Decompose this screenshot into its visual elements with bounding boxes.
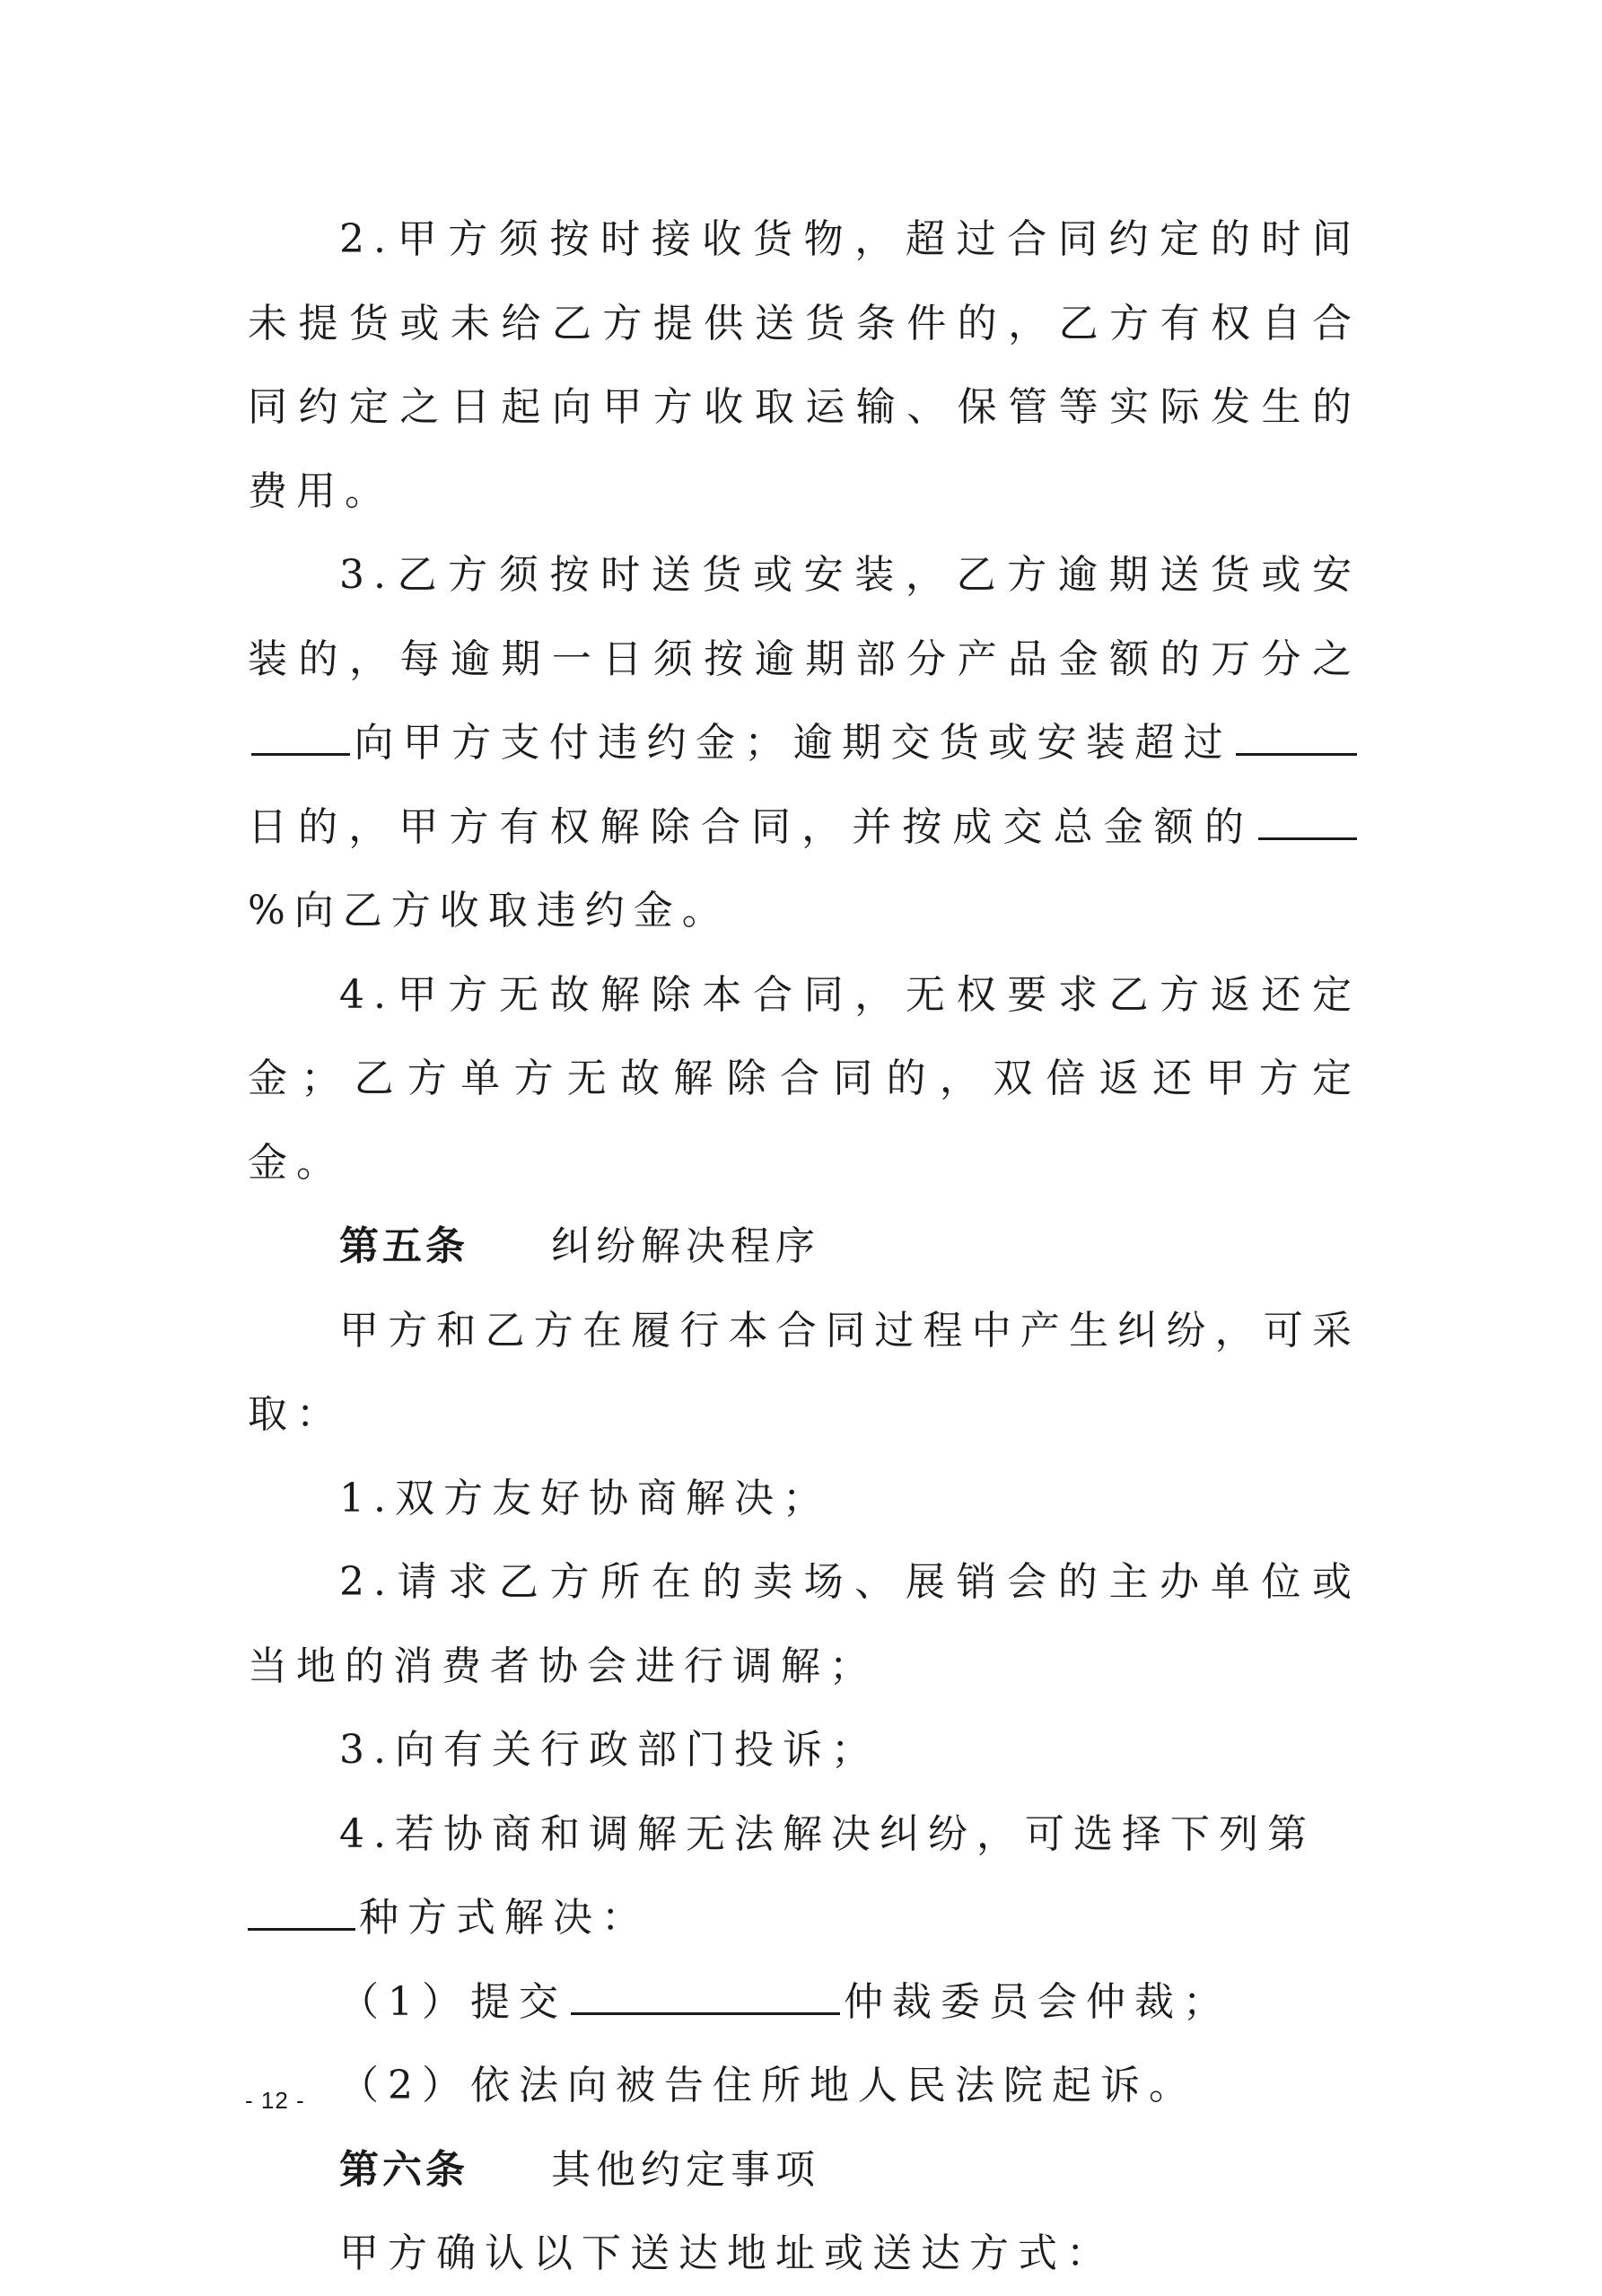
paragraph-dispute-option-2: 2.请求乙方所在的卖场、展销会的主办单位或当地的消费者协会进行调解； — [248, 1559, 1361, 1689]
document-body — [248, 197, 1361, 2296]
paragraph-arbitration — [248, 1960, 1361, 2045]
page-number: - 12 - — [245, 2087, 305, 2114]
article-5-label: 第五条 — [339, 1223, 468, 1269]
clause-3-text-2: 向甲方支付违约金；逾期交货或安装超过 — [354, 720, 1232, 766]
paragraph-litigation: （2）依法向被告住所地人民法院起诉。 — [339, 2063, 1197, 2108]
article-6-heading — [248, 2128, 1361, 2213]
dispute-option-4-text: 种方式解决： — [359, 1895, 650, 1941]
paragraph-dispute-option-4-cont — [248, 1876, 1361, 1960]
article-5-heading — [248, 1205, 1361, 1289]
arbitration-text-2: 仲裁委员会仲裁； — [844, 1978, 1231, 2025]
paragraph-dispute-option-3: 3.向有关行政部门投诉； — [339, 1727, 880, 1773]
paragraph-dispute-intro: 甲方和乙方在履行本合同过程中产生纠纷，可采取： — [248, 1307, 1361, 1437]
paragraph-service-address: 甲方确认以下送达地址或送达方式： — [339, 2230, 1115, 2276]
paragraph-dispute-option-4: 4.若协商和调解无法解决纠纷，可选择下列第 — [339, 1810, 1316, 1857]
article-6-label: 第六条 — [339, 2146, 468, 2193]
article-5-title: 纠纷解决程序 — [551, 1223, 820, 1269]
clause-3-text-1: 3.乙方须按时送货或安装，乙方逾期送货或安装的，每逾期一日须按逾期部分产品金额的万分之 — [248, 552, 1361, 682]
paragraph-clause-2: 2.甲方须按时接收货物，超过合同约定的时间未提货或未给乙方提供送货条件的，乙方有权自合同约定之日起向甲方收取运输、保管等实际发生的费用。 — [248, 216, 1361, 514]
blank-fill-days[interactable] — [1236, 723, 1357, 756]
blank-fill-method[interactable] — [248, 1897, 355, 1931]
paragraph-clause-3 — [248, 533, 1361, 953]
paragraph-clause-4: 4.甲方无故解除本合同，无权要求乙方返还定金；乙方单方无故解除合同的，双倍返还甲方定金。 — [248, 971, 1361, 1186]
blank-fill-ratio[interactable] — [251, 723, 350, 756]
clause-3-text-4: %向乙方收取违约金。 — [248, 888, 731, 933]
article-6-title: 其他约定事项 — [551, 2146, 820, 2193]
arbitration-text-1: （1）提交 — [339, 1978, 567, 2025]
paragraph-dispute-option-1: 1.双方友好协商解决； — [339, 1475, 831, 1521]
blank-fill-arbitration-committee[interactable] — [571, 1982, 840, 2015]
clause-3-text-3: 日的，甲方有权解除合同，并按成交总金额的 — [248, 803, 1255, 850]
blank-fill-percent[interactable] — [1258, 807, 1357, 840]
